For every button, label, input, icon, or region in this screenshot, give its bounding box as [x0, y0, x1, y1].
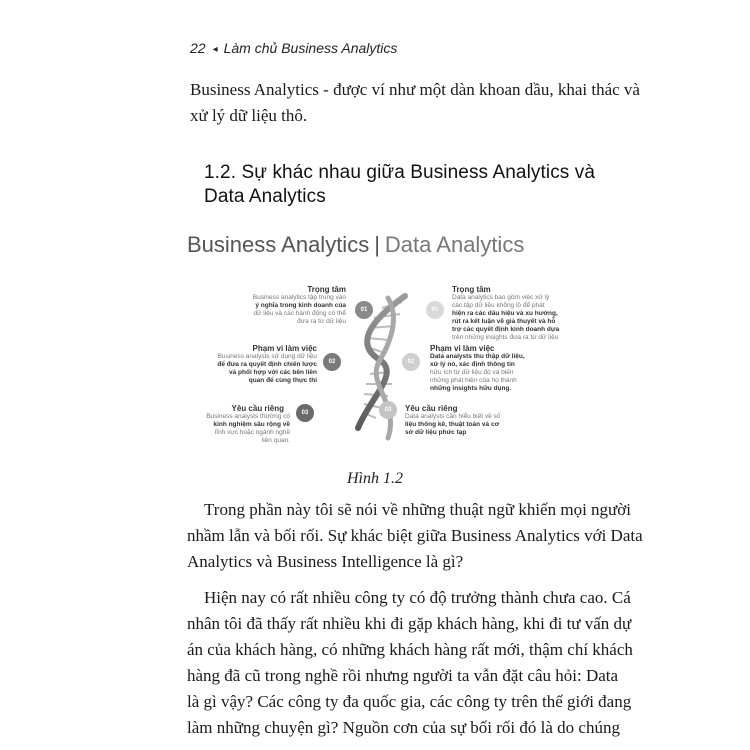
right-item-line: hiện ra các dấu hiệu và xu hướng,: [452, 310, 558, 317]
left-item-line: để đưa ra quyết định chiến lược: [217, 361, 317, 368]
figure-caption: Hình 1.2: [347, 470, 403, 487]
section-heading-line-1: 1.2. Sự khác nhau giữa Business Analytics và: [204, 162, 596, 183]
right-item-line: Data analysts thu thập dữ liệu,: [430, 353, 525, 360]
right-item-line: sở dữ liệu phức tạp: [405, 429, 467, 436]
paragraph-2-line: Hiện nay có rất nhiều công ty có độ trưởng thành chưa cao. Cá: [204, 588, 631, 607]
right-item-line: hữu ích từ dữ liệu đó và biến: [430, 369, 514, 376]
section-heading-line-2: Data Analytics: [204, 186, 326, 207]
right-item-line: những phát hiện của họ thành: [430, 377, 517, 384]
left-item-label: Yêu cầu riêng: [231, 404, 284, 413]
running-header: [190, 40, 397, 56]
left-item-line: Business analysts thường có: [206, 413, 290, 420]
left-item-label: Trọng tâm: [307, 285, 346, 294]
left-badge-02: 02: [323, 353, 341, 371]
left-item-line: liên quan.: [261, 437, 290, 444]
left-item-line: Business analytics tập trung vào: [252, 294, 346, 301]
figure-title-separator: |: [374, 232, 380, 257]
figure-title: [187, 232, 524, 258]
right-item-focus: [452, 285, 582, 342]
left-item-requirements: [196, 404, 290, 445]
figure-title-data: Data Analytics: [384, 232, 525, 257]
figure-title-business: Business Analytics: [187, 232, 370, 257]
paragraph-2-line: hàng đã cũ trong nghề rồi nhưng người ta vẫn đặt câu hỏi: Data: [187, 666, 619, 685]
left-item-line: lĩnh vực hoặc ngành nghề: [214, 429, 290, 436]
left-item-line: dữ liệu và các hành động có thể: [253, 310, 346, 317]
right-item-requirements: [405, 404, 520, 437]
paragraph-1-line: Analytics và Business Intelligence là gì?: [187, 552, 464, 571]
right-item-line: Data analysts cần hiểu biết về số: [405, 413, 501, 420]
right-item-line: những insights hữu dụng.: [430, 385, 512, 392]
right-item-scope: [430, 344, 550, 393]
left-badge-03: 03: [296, 404, 314, 422]
left-item-line: kinh nghiệm sâu rộng về: [213, 421, 290, 428]
left-item-line: và phối hợp với các bên liên: [229, 369, 317, 376]
right-item-label: Yêu cầu riêng: [405, 404, 458, 413]
running-title: Làm chủ Business Analytics: [223, 40, 398, 56]
right-badge-03: 03: [379, 401, 397, 419]
right-item-line: trợ các quyết định kinh doanh dựa: [452, 326, 560, 333]
right-item-line: Data analytics bao gồm việc xử lý: [452, 294, 550, 301]
paragraph-2-line: là gì vậy? Các công ty đa quốc gia, các công ty trên thế giới đang: [187, 692, 632, 711]
page-number: 22: [190, 40, 206, 56]
right-item-label: Phạm vi làm việc: [430, 344, 495, 353]
left-item-label: Phạm vi làm việc: [252, 344, 317, 353]
right-item-line: xử lý nó, xác định thông tin: [430, 361, 515, 368]
paragraph-1-line: Trong phần này tôi sẽ nói về những thuật ngữ khiến mọi người: [204, 500, 631, 519]
intro-line-1: Business Analytics - được ví như một dàn khoan dầu, khai thác và: [190, 80, 640, 99]
right-item-line: rút ra kết luận về giả thuyết và hỗ: [452, 318, 556, 325]
right-item-label: Trọng tâm: [452, 285, 491, 294]
left-badge-01: 01: [355, 301, 373, 319]
right-item-line: trên những insights đưa ra từ dữ liệu: [452, 334, 559, 341]
paragraph-2-line: nhân tôi đã thấy rất nhiều khi đi gặp khách hàng, khi đi tư vấn dự: [187, 614, 632, 633]
triangle-marker-icon: ◂: [212, 44, 218, 55]
paragraph-2-line: làm những chuyện gì? Nguồn cơn của sự bối rối đó là do chúng: [187, 718, 620, 737]
paragraph-1-line: nhầm lẫn và bối rối. Sự khác biệt giữa Business Analytics với Data: [187, 526, 643, 545]
right-badge-01: 01: [426, 301, 444, 319]
left-item-focus: [222, 285, 346, 326]
right-badge-02: 02: [402, 353, 420, 371]
paragraph-2-line: án của khách hàng, có những khách hàng rất mới, thậm chí khách: [187, 640, 633, 659]
left-item-scope: [192, 344, 317, 385]
intro-line-2: xử lý dữ liệu thô.: [190, 106, 308, 125]
left-item-line: ý nghĩa trong kinh doanh của: [255, 302, 346, 309]
left-item-line: quan để cùng thực thi: [248, 377, 317, 384]
left-item-line: Business analysts sử dụng dữ liệu: [217, 353, 317, 360]
right-item-line: các tập dữ liệu khổng lồ để phát: [452, 302, 545, 309]
right-item-line: liệu thống kê, thuật toán và cơ: [405, 421, 500, 428]
left-item-line: đưa ra từ dữ liệu: [297, 318, 346, 325]
